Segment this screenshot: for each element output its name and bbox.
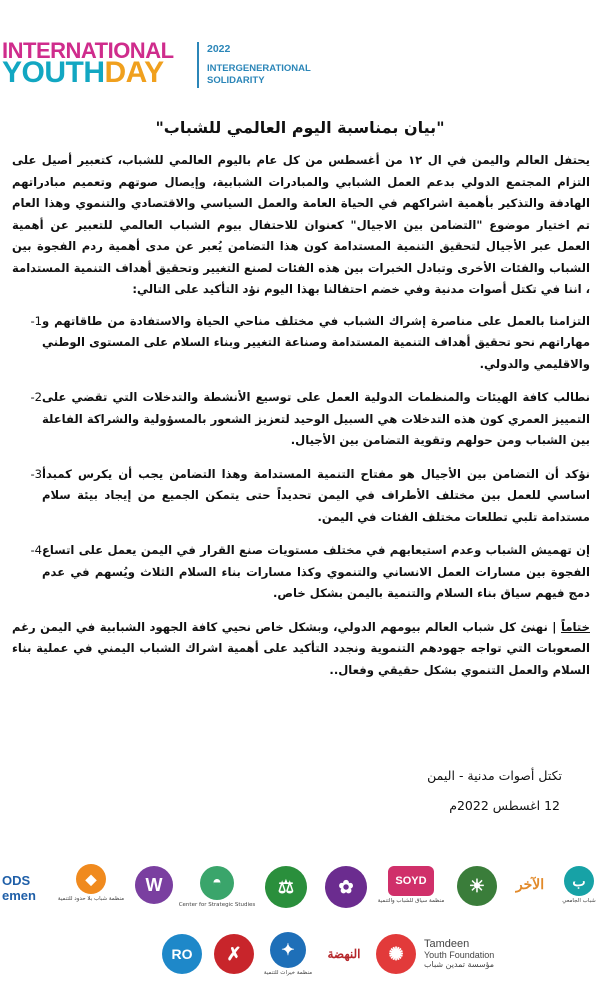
cross-icon: ✗ <box>214 934 254 974</box>
list-item-number: -4 <box>30 543 42 557</box>
header-year: 2022 <box>207 43 231 55</box>
logo-youth: YOUTH <box>2 56 105 89</box>
partner-logo <box>378 866 444 904</box>
list-item <box>12 311 590 376</box>
partner-logo <box>558 866 600 904</box>
list-item-text: إن تهميش الشباب وعدم استيعابهم في مختلف مستويات صنع القرار في اليمن يعمل على اتساع الفجوة بين مسارات العمل الانساني والتنموي وكذا مسارات بناء السلام الثلاث ويُسهم في عدم دمج فيهم سياق بناء السلام والتنمية باليمن بشكل خاص. <box>42 543 590 600</box>
center-logo-icon: ◓ <box>200 866 234 900</box>
header-theme <box>207 63 317 87</box>
logo-youth-day <box>2 56 164 90</box>
tamdeen-logo <box>424 938 514 969</box>
list-item-number: -3 <box>30 466 42 481</box>
scales-icon: ⚖ <box>265 866 307 908</box>
partner-logo <box>158 934 206 974</box>
closing-paragraph <box>12 617 590 682</box>
statement-title: "بيان بمناسبة اليوم العالمي للشباب" <box>155 118 445 137</box>
ro-logo-mark: RO <box>162 934 202 974</box>
soyd-logo-mark: SOYD <box>388 866 434 896</box>
partner-logo <box>57 864 125 902</box>
partner-logo <box>262 866 310 908</box>
theme-line1: INTERGENERATIONAL <box>207 63 311 74</box>
logo-day: DAY <box>104 56 164 89</box>
partner-logo <box>372 934 420 974</box>
partner-logo <box>0 870 56 906</box>
intro-paragraph: يحتفل العالم واليمن في ال ١٢ من أغسطس من كل عام باليوم العالمي للشباب، كتعبير أصيل على التزام المجتمع الدولي بدعم العمل الشبابي والمبادرات الشبابية، وإيصال صوتهم وتعميم مبادراتهم الهادفة والتذكير بأهمية اشراكهم في الحياة العامة والعمل السياسي والاقتصادي والتنموي وهذا العام تم اختيار موضوع "التضامن بين الاجيال" كعنوان للاحتفال بيوم الشباب العالمي للتعبير عن أهمية العمل عبر الأجيال لتحقيق التنمية المستدامة كون هذا التضامن يُعبر عن مدى أهمية ردم الفجوة بين الشباب والفئات الأخرى وتبادل الخبرات بين هذه الفئات لصنع التغيير وتحقيق أهداف التنمية المستدامة ، اننا في تكتل أصوات مدنية وفي خضم احتفالنا بهذا اليوم نؤد التأكيد على التالي: <box>12 153 591 296</box>
list-item <box>12 464 590 529</box>
partner-logo <box>322 866 370 908</box>
partner-logo-caption: Center for Strategic Studies <box>178 902 256 908</box>
statement-body <box>12 150 590 681</box>
list-item <box>12 540 590 605</box>
nahda-logo-mark: النهضة <box>321 934 367 974</box>
alakhar-logo-mark: الآخر <box>508 866 552 902</box>
ods-logo-mark: ODS emen <box>2 870 54 906</box>
list-item-text: نطالب كافة الهيئات والمنظمات الدولية العمل على توسيع الأنشطة والتدخلات التي تقضي على التمييز العمري كون هذه التدخلات هي السبيل الوحيد لتعزيز الشعور بالمسؤولية والشراكة الفاعلة بين الشباب ومن حولهم وتقوية التضامن بين الأجيال. <box>42 390 590 447</box>
closing-lead: ختاماً <box>561 619 590 634</box>
university-youth-logo-mark: ب <box>564 866 594 896</box>
logo-international: INTERNATIONAL <box>2 38 174 63</box>
partner-logo <box>454 866 500 906</box>
tamdeen-subtitle: Youth Foundation <box>424 950 495 960</box>
list-item <box>12 387 590 452</box>
flower-icon: ✿ <box>325 866 367 908</box>
header <box>0 38 600 96</box>
header-divider <box>197 42 199 88</box>
theme-line2: SOLIDARITY <box>207 75 265 86</box>
partner-logo <box>260 932 316 976</box>
tamdeen-arabic: مؤسسة تمدين شباب <box>424 960 495 969</box>
w-logo-mark: W <box>135 866 173 904</box>
star-icon: ✦ <box>270 932 306 968</box>
partner-logo-caption: منظمة سياق للشباب والتنمية <box>377 898 445 904</box>
partner-logo-caption: شباب الجامعي <box>562 898 596 904</box>
list-item-number: -2 <box>30 390 42 404</box>
burst-icon: ✺ <box>376 934 416 974</box>
partner-logo <box>506 866 554 902</box>
list-item-text: التزامنا بالعمل على مناصرة إشراك الشباب في مختلف مناحي الحياة والاستفادة من طاقاتهم و مهاراتهم نحو تحقيق أهداف التنمية المستدامة وصناعة التغيير وبناء السلام على المستوى الوطني والاقليمي والدولي. <box>42 313 590 371</box>
partner-logo <box>130 866 178 904</box>
signature: تكتل أصوات مدنية - اليمن <box>427 768 562 783</box>
tamdeen-name: Tamdeen <box>424 938 470 950</box>
partner-logo <box>210 934 258 974</box>
list-item-text: نؤكد أن التضامن بين الأجيال هو مفتاح التنمية المستدامة وهذا التضامن يجب أن يكرس كمبدأ اساسي للعمل بين مختلف الأطراف في اليمن تحديداً حتى يتمكن الجميع من إيجاد بيئة سلام مستدامة تلبي تطلعات مختلف الفئات في اليمن. <box>42 466 590 524</box>
partner-logos <box>0 858 600 998</box>
closing-text: | نهنئ كل شباب العالم بيومهم الدولي، وبشكل خاص نحيي كافة الجهود الشبابية في اليمن رغم الصعوبات التي تواجه جهودهم التنموية ونجدد التأكيد على أهمية اشراك الشباب اليمني في عملية بناء السلام والعمل التنموي بشكل حقيقي وفعال.. <box>12 619 590 677</box>
partner-logo-caption: منظمة خيرات للتنمية <box>263 970 313 976</box>
list-item-number: -1 <box>30 313 42 328</box>
sun-icon: ☀ <box>457 866 497 906</box>
statement-date: 12 اغسطس 2022م <box>449 798 560 813</box>
diamond-icon: ◆ <box>76 864 106 894</box>
partner-logo-caption: منظمة شباب بلا حدود للتنمية <box>57 896 125 902</box>
partner-logo <box>318 934 370 974</box>
partner-logo <box>178 866 256 908</box>
